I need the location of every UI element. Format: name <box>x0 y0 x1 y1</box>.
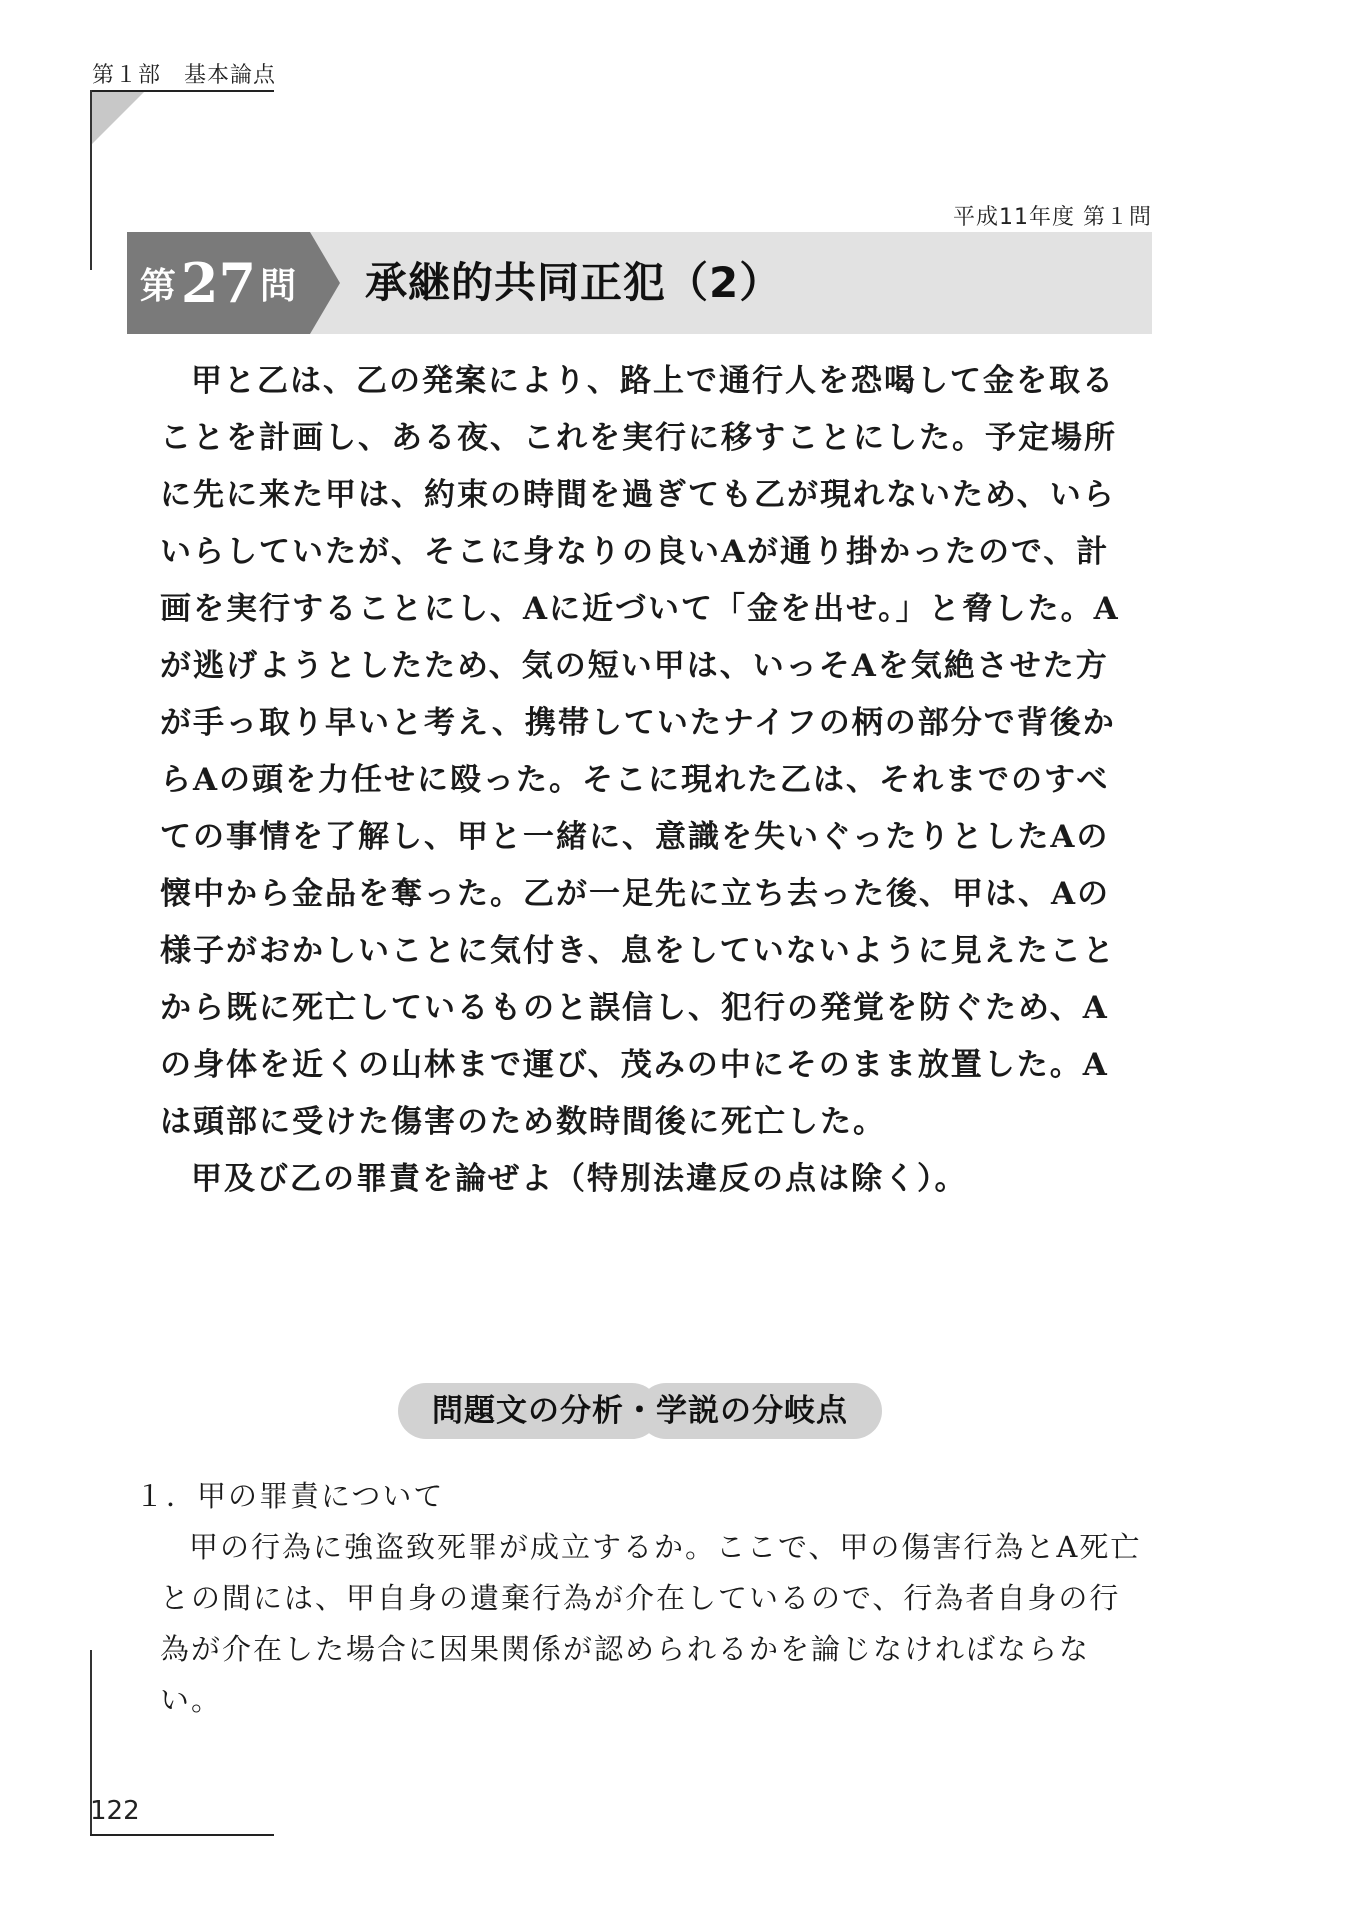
analysis-paragraph: 甲の行為に強盗致死罪が成立するか。ここで、甲の傷害行為とA死亡との間には、甲自身の遺棄行為が介在しているので、行為者自身の行為が介在した場合に因果関係が認められるかを論じなければならない。 <box>160 1530 1142 1717</box>
problem-statement <box>160 353 1140 1208</box>
corner-triangle <box>92 92 144 144</box>
analysis-item-heading: １．甲の罪責について <box>135 1479 445 1513</box>
problem-paragraph: 甲と乙は、乙の発案により、路上で通行人を恐喝して金を取ることを計画し、ある夜、これを実行に移すことにした。予定場所に先に来た甲は、約束の時間を過ぎても乙が現れないため、いらいらしていたが、そこに身なりの良いAが通り掛かったので、計画を実行することにし、Aに近づいて「金を出せ。」と脅した。Aが逃げようとしたため、気の短い甲は、いっそAを気絶させた方が手っ取り早いと考え、携帯していたナイフの柄の部分で背後からAの頭を力任せに殴った。そこに現れた乙は、それまでのすべての事情を了解し、甲と一緒に、意識を失いぐったりとしたAの懐中から金品を奪った。乙が一足先に立ち去った後、甲は、Aの様子がおかしいことに気付き、息をしていないように見えたことから既に死亡しているものと誤信し、犯行の発覚を防ぐため、Aの身体を近くの山林まで運び、茂みの中にそのまま放置した。Aは頭部に受けた傷害のため数時間後に死亡した。 <box>160 363 1120 1140</box>
question-number: 27 <box>180 251 257 315</box>
question-suffix: 問 <box>260 264 298 307</box>
question-prefix: 第 <box>139 264 177 307</box>
problem-title: 承継的共同正犯（2） <box>365 258 783 307</box>
arrow-shape <box>310 232 340 334</box>
exam-source-label: 平成11年度 第１問 <box>953 205 1152 230</box>
question-number-box <box>127 232 310 334</box>
section-title: 問題文の分析・学説の分岐点 <box>432 1393 848 1429</box>
problem-question: 甲及び乙の罪責を論ぜよ（特別法違反の点は除く）。 <box>191 1161 968 1197</box>
footer-rule <box>90 1834 274 1836</box>
analysis-body <box>160 1522 1150 1726</box>
page-number: 122 <box>90 1796 140 1826</box>
running-head: 第１部 基本論点 <box>92 63 277 88</box>
section-heading <box>398 1383 882 1439</box>
